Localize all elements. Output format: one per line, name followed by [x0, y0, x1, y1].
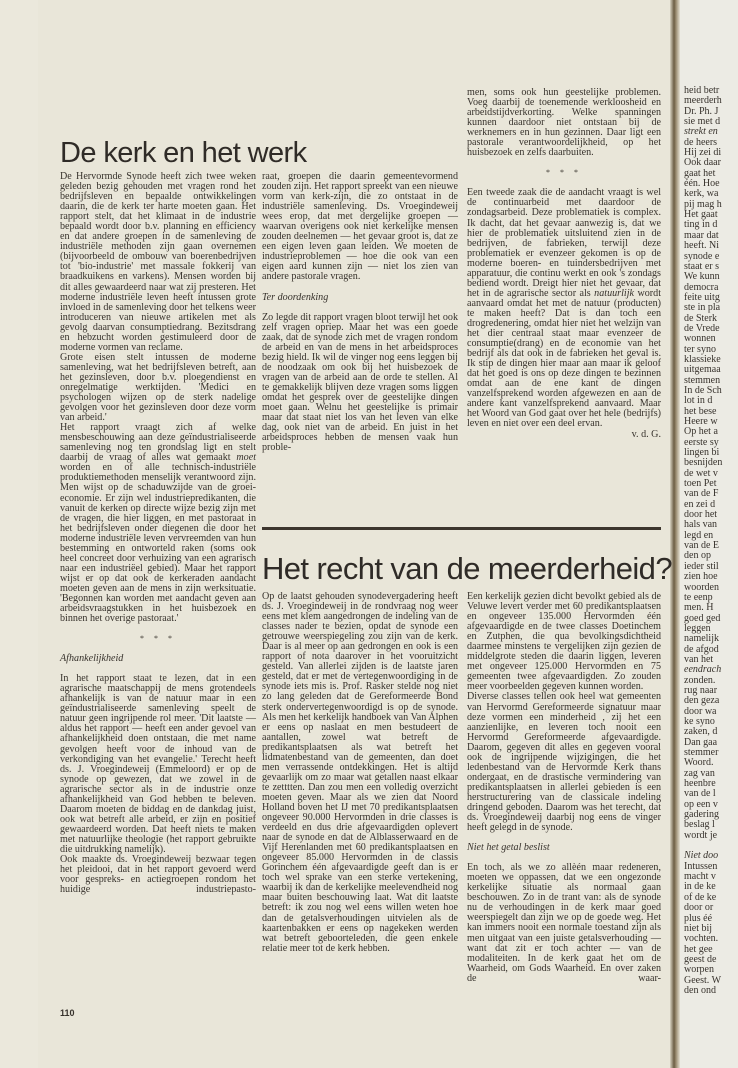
- facing-page-line: sie met d: [684, 116, 721, 128]
- facing-page-line: Ook daar: [684, 157, 721, 169]
- text: Een tweede zaak die de aandacht vraagt is wel de continuarbeid met daardoor de zondagsarbeid. Deze problematiek is complex. Ik dacht, dat het gevaar aanwezig is, dat we hier de problematiek uitsluitend zien in de bedrijven, de fabrieken, terwijl deze problematiek er evenzeer gekomen is op de moderne boeren- en tuindersbedrijven met apparatuur, die continu werkt en ook 's zondags bediend wordt. Dreigt hier niet het gevaar, dat het in de agrarische sector als: [467, 187, 661, 299]
- facing-page-line: gadering: [684, 809, 719, 821]
- facing-page-line: stemmer: [684, 747, 719, 758]
- paragraph: Een kerkelijk gezien dicht bevolkt gebied als de Veluwe levert verder met 60 predikantsplaatsen en ongeveer 135.000 Hervormden één afgevaardigde en de twee classes Doetinchem en Zutphen, die qua bevolkingsdichtheid daarmee minstens te vergelijken zijn gezien de middelgrote steden die daarin liggen, leveren met ongeveer 125.000 Hervormden en 75 gemeenten twee afgevaardigden. Zo zouden meer voorbeelden gegeven kunnen worden.: [467, 591, 661, 693]
- subheading-ter-doordenking: Ter doordenking: [262, 291, 329, 303]
- facing-page-line: feite uitg: [684, 291, 720, 303]
- article-title-kerk-en-werk: De kerk en het werk: [60, 137, 307, 169]
- facing-page-line: Dr. Ph. J: [684, 105, 719, 117]
- paragraph: Zo legde dit rapport vragen bloot terwijl het ook zelf vragen opriep. Maar het was een goede zaak, dat de synode zich met de vragen rondom de arbeid en van de mens in het arbeidsproces bezig hield. Ik wil de vinger nog eens leggen bij de noodzaak om ook bij het huisbezoek de vragen van de arbeid aan de orde te stellen. Al te gemakkelijk blijven deze vragen soms liggen omdat het gesprek over de geestelijke dingen moet gaan. Welnu het geestelijke is primair maar dat staat niet los van het leven van elke dag, ook niet van de arbeid. En juist in het arbeidsproces hebben de mensen vaak hun proble-: [262, 311, 458, 454]
- paragraph: In het rapport staat te lezen, dat in een agrarische maatschappij de mens grotendeels afhankelijk is van de natuur maar in een geïndustrialiseerde samenleving speelt de natuur geen ingrijpende rol meer. 'Dit laatste — aldus het rapport — heeft een ander gevoel van afhankelijkheid doen ontstaan, die met name gevolgen heeft voor de inhoud van de verkondiging van het evangelie.' Terecht heeft ds. J. Vroegindeweij (Emmeloord) er op de synode op gewezen, dat we zowel in de agrarische sector als in de industrie onze afhankelijkheid van God hebben te beleven. Daarom moeten de biddag en de dankdag juist, ook wat betreft alle arbeid, er zijn en positief gewaardeerd worden. Dat heeft niets te maken met natuurlijke theologie (het rapport gebruikte die uitdrukking namelijk).: [60, 673, 256, 855]
- facing-page-line: uitgemaa: [684, 364, 721, 376]
- facing-page-line: of de ke: [684, 891, 717, 903]
- facing-page-line: Intussen: [684, 860, 718, 872]
- facing-page-line: pij mag h: [684, 198, 722, 210]
- paragraph: [60, 423, 256, 624]
- facing-page-line: de afgod: [684, 643, 719, 655]
- facing-page-line: lot in d: [684, 395, 713, 407]
- paragraph: Diverse classes tellen ook heel wat gemeenten van Hervormd Gereformeerde signatuur maar deze vormen een minderheid , zij het een aanzienlijke, en leveren toch nooit een Hervormd Gereformeerde afgevaardigde. Daarom, gegeven dit alles en gegeven vooral ook de ingrijpende wijzigingen, die het ledenbestand van de Hervormde Kerk thans ondergaat, en de drastische vermindering van predikantsplaatsen in allerlei gebieden is een herstructurering van de classicale indeling dringend geboden. Daarom was het terecht, dat ds. Vroegindeweij daarbij nog eens de vinger heeft gelegd in de synode.: [467, 691, 661, 834]
- facing-page-line: gaat het: [684, 167, 716, 179]
- article1-column-1: [60, 172, 256, 895]
- facing-page-line: Hij zei di: [684, 147, 722, 159]
- facing-page-line: toen Pet: [684, 478, 717, 490]
- facing-page-line: hals van: [684, 519, 718, 531]
- paragraph: De Hervormde Synode heeft zich twee weken geleden bezig gehouden met vragen rond het bedrijfsleven en bepaalde ontwikkelingen daarin, die de kerk ter harte moeten gaan. Het rapport stelt, dat het klimaat in de industrie bepaald wordt door b.v. planning en efficiency en dat andere groepen in de samenleving de industriële methoden zijn gaan overnemen (bijvoorbeeld de ombouw van boerenbedrijven tot 'bio-industrie' met massale fokkerij van braadkuikens en varkens). Mensen worden bij dit alles gewaardeerd naar wat zij presteren. Het moderne industriële leven heeft intussen grote invloed in de samenleving door het telkens weer introduceren van nieuwe artikelen met als gevolg daarvan consumptiedrang. Bezitsdrang en hebzucht worden gestimuleerd door de moderne vormen van reclame.: [60, 171, 256, 353]
- paragraph: En toch, als we zo allèén maar redeneren, moeten we oppassen, dat we een ongezonde kerkelijke situatie als normaal gaan beschouwen. Zo in de trant van: als de synode nu de verhoudingen in de kerk maar goed weerspiegelt dan zijn we op de goede weg. Het kan immers nooit een normale toestand zijn als men uitgaat van een juiste getalsverhouding — want dat zit er toch achter — van de modaliteiten. In de kerk gaat het om de Waarheid, om Gods Waarheid. En over zaken de waar-: [467, 862, 661, 984]
- page-number: 110: [60, 1008, 75, 1018]
- facing-page-line: het gee: [684, 943, 713, 955]
- facing-page-line: het bese: [684, 405, 717, 417]
- facing-page-line: lingen bi: [684, 447, 720, 459]
- article2-column-2: [467, 592, 661, 984]
- facing-page-line: door wa: [684, 705, 717, 717]
- facing-page-line: men. H: [684, 602, 714, 614]
- facing-page-line: van het: [684, 653, 714, 665]
- facing-page-line: strekt en: [684, 126, 718, 138]
- facing-page-line: heid betr: [684, 85, 720, 96]
- section-divider-stars: * * *: [140, 634, 176, 644]
- facing-page-line: maar dat: [684, 229, 719, 241]
- facing-page-line: Niet doo: [684, 850, 719, 862]
- facing-page-line: ieder stil: [684, 560, 719, 572]
- facing-page-line: door het: [684, 509, 718, 521]
- article-title-recht-meerderheid: Het recht van de meerderheid?: [262, 551, 672, 586]
- author-signature: v. d. G.: [631, 428, 661, 440]
- facing-page-line: macht v: [684, 871, 716, 883]
- emphasis: natuurlijk: [594, 287, 634, 299]
- section-divider-stars: * * *: [546, 168, 582, 178]
- facing-page-line: plus éé: [684, 912, 713, 924]
- facing-page-line: worpen: [684, 964, 714, 976]
- facing-page-line: Heere w: [684, 416, 718, 427]
- paragraph: raat, groepen die daarin gemeentevormend zouden zijn. Het rapport spreekt van een nieuwe vorm van kerk-zijn, die zo ontstaat in de industriële samenleving. Ds. Vroegindeweij wees erop, dat met dergelijke groepen — waarvan overigens ook niet kerkelijke mensen zouden deelnemen — het gevaar groot is, dat ze een eigen leven gaan leiden. We moeten de industrieproblemen — hoe die ook van een eigen aard kunnen zijn — niet los zien van andere pastorale vragen.: [262, 171, 458, 283]
- facing-page-line: Dan gaa: [684, 736, 718, 748]
- facing-page-line: niet bij: [684, 922, 713, 934]
- facing-page-line: heenbre: [684, 778, 716, 790]
- subheading-niet-het-getal-beslist: Niet het getal beslist: [467, 842, 550, 854]
- facing-page-line: stemmen: [684, 374, 721, 386]
- facing-page-line: van de F: [684, 488, 719, 500]
- paragraph: Ook maakte ds. Vroegindeweij bezwaar tegen het pleidooi, dat in het rapport gevoerd werd voor gespreks- en actiegroepen rondom het huidige industriepasto-: [60, 854, 256, 896]
- facing-page-line: namelijk: [684, 633, 719, 645]
- facing-page-line: ting in d: [684, 219, 718, 231]
- facing-page-line: synode e: [684, 250, 720, 262]
- facing-page-line: woorden: [684, 581, 719, 593]
- article1-column-3: [467, 88, 661, 440]
- facing-page-line: één. Hoe: [684, 178, 720, 190]
- facing-page-line: in de ke: [684, 881, 716, 893]
- facing-page-line: ke syno: [684, 715, 715, 727]
- facing-page-line: beslag l: [684, 819, 715, 831]
- facing-page-line: ter syno: [684, 343, 716, 355]
- facing-page-line: zag van: [684, 767, 715, 779]
- facing-page-line: rug naar: [684, 684, 718, 696]
- text: wordt aanvaard omdat het met de natuur (producten) te maken heeft? Dat is dan toch een drogredenering, omdat hier niet het welzijn van het dier centraal staat maar evenzeer de consumptie(drang) en de economie van het bedrijf als dat ook in de fabrieken het geval is. Ik stip de dingen hier maar aan maar ik geloof dat het goed is ons op deze dingen te bezinnen omdat aan de ene kant de dingen vanzelfsprekend worden afgewezen en aan de andere kant vanzelfsprekend aanvaard. Maar het Woord van God gaat over het hele (bedrijfs) leven en niet over een deel ervan.: [467, 287, 661, 430]
- facing-page-line: democra: [684, 281, 719, 293]
- facing-page-line: den op: [684, 550, 711, 562]
- paragraph: Grote eisen stelt intussen de moderne samenleving, wat het bedrijfsleven betreft, aan het gezinsleven, door b.v. ploegendienst en onregelmatige werktijden. 'Medici en psychologen wijzen op de sterk nadelige gevolgen voor het gezinsleven door deze vorm van arbeid.': [60, 351, 256, 424]
- facing-page-line: geest de: [684, 953, 717, 965]
- facing-page-line: vochten.: [684, 933, 719, 945]
- facing-page-line: wonnen: [684, 333, 716, 345]
- facing-page-line: staat er s: [684, 260, 719, 272]
- text: Het rapport vraagt zich af welke mensbeschouwing aan deze geïndustrialiseerde samenleving nog ten grondslag ligt en stelt daarbij de vraag of alles wat gemaakt: [60, 422, 256, 464]
- facing-page-text-column: [684, 86, 722, 996]
- facing-page-line: de wet v: [684, 467, 718, 479]
- page-binding-gutter: [670, 0, 680, 1068]
- facing-page-line: op een v: [684, 798, 718, 810]
- facing-page-line: zonden.: [684, 674, 716, 686]
- facing-page-line: In de Sch: [684, 384, 722, 396]
- article2-column-1: [262, 592, 458, 954]
- facing-page-line: Woord.: [684, 757, 714, 769]
- facing-page-line: wordt je: [684, 829, 718, 841]
- article-separator-rule: [262, 527, 661, 530]
- facing-page-line: te eenp: [684, 591, 713, 603]
- text: worden en of alle technisch-industriële produktiemethoden menselijk verantwoord zijn. Men wijst op de schaduwzijde van de groei-economie. Er zijn wel industriepredikanten, die vanuit de kerken op directe wijze bezig zijn met de vragen, die hier liggen, en met pastoraat in het bedrijfsleven onder diegenen die door het moderne industriële leven vervreemden van hun bestemming en ontworteld raken (soms ook heel concreet door verhuizing van een agrarisch naar een industriëel gebied). Maar het rapport wijst er op dat ook de kerkeraden aandacht moeten geven aan de mens in zijn werksituatie. 'Begonnen kan worden met aandacht geven aan arbeidsvraagstukken in het huisbezoek en binnen het overige pastoraat.': [60, 462, 256, 625]
- facing-page-line: Geest. W: [684, 974, 722, 986]
- paragraph: [467, 188, 661, 429]
- facing-page-line: zien hoe: [684, 571, 718, 583]
- facing-page-line: door or: [684, 902, 714, 914]
- facing-page-line: Op het a: [684, 426, 718, 438]
- facing-page-line: We kunn: [684, 271, 720, 283]
- facing-page-line: heeft. Ni: [684, 240, 719, 252]
- facing-page-line: de heers: [684, 136, 718, 148]
- facing-page-line: Het gaat: [684, 209, 718, 221]
- facing-page-line: eerste sy: [684, 436, 719, 448]
- paragraph: men, soms ook hun geestelijke problemen. Voeg daarbij de toenemende werkloosheid en arbeidstijdverkorting. Welke spanningen kunnen daardoor niet ontstaan bij de werknemers en in hun gezinnen. Daar ligt een pastorale verantwoordelijkheid, op het huisbezoek en zelfs daarbuiten.: [467, 87, 661, 159]
- facing-page-line: leggen: [684, 622, 711, 634]
- facing-page-line: meerderh: [684, 95, 722, 107]
- facing-page-fragment: [680, 0, 738, 1068]
- facing-page-line: klassieke: [684, 353, 721, 365]
- facing-page-line: van de l: [684, 788, 716, 800]
- facing-page-line: ste in pla: [684, 302, 721, 314]
- facing-page-line: eendrach: [684, 664, 722, 676]
- facing-page-line: kerk, wa: [684, 188, 719, 200]
- facing-page-line: den ond: [684, 984, 716, 996]
- facing-page-line: van de E: [684, 540, 719, 552]
- facing-page-line: de Sterk: [684, 312, 718, 324]
- emphasis: moet: [236, 452, 256, 464]
- article1-column-2: [262, 172, 458, 453]
- facing-page-line: den geza: [684, 695, 720, 707]
- facing-page-line: en zei d: [684, 498, 716, 510]
- paragraph: Op de laatst gehouden synodevergadering heeft ds. J. Vroegindeweij in de rondvraag nog weer eens met klem aangedrongen de indeling van de classes nader te bezien, opdat de synode een getrouwe weerspiegeling zou zijn van de kerk. Daar is al meer op aan gedrongen en ook is een rapport of nota daarover in het vooruitzicht gesteld. Van allerlei zijden is de laatste jaren gesteld, dat er met de vertegenwoordiging in de synode iets mis is. Prof. Rasker stelde nog niet zo lang geleden dat de Gereformeerde Bond sterk ondervertegenwoordigd is op de synode. Als men het kerkelijk handboek van Van Alphen er eens op naslaat en men bestudeert de aantallen, zowel wat betreft de predikantsplaatsen als wat betreft het lidmatenbestand van de gemeenten, dan doet men verrassende ontdekkingen. Het is altijd gevaarlijk om zo maar wat getallen naast elkaar te zetttten. Dan zou men een volledig overzicht moeten geven. Maar als we zien dat Noord Holland boven het IJ met 70 predikantsplaatsen ongeveer 90.000 Hervormden in drie classes is verdeeld en dus drie afgevaardigden oplevert naar de synode en dat de Alblasserwaard en de Vijf Herenlanden met 60 predikantsplaatsen en ongeveer 85.000 Hervormden in de classis Gorinchem één afgevaardigde geeft dan is er toch wel sprake van een sterke vertekening, waarbij ik dan de kerkelijke meelevendheid nog maar buiten beschouwing laat. Wat dit laatste betreft: ik zou nog wel eens willen weten hoe dan de getalsverhoudingen uitvielen als de kaartenbakken er eens op nagekeken werden wat betreft geboorteleden, die geen enkele relatie meer tot de kerk hebben.: [262, 591, 458, 954]
- facing-page-line: de Vrede: [684, 322, 720, 334]
- facing-page-line: goed ged: [684, 612, 721, 624]
- facing-page-line: besnijden: [684, 457, 723, 469]
- facing-page-line: legd en: [684, 529, 714, 541]
- subheading-afhankelijkheid: Afhankelijkheid: [60, 653, 124, 665]
- facing-page-line: zaken, d: [684, 726, 718, 738]
